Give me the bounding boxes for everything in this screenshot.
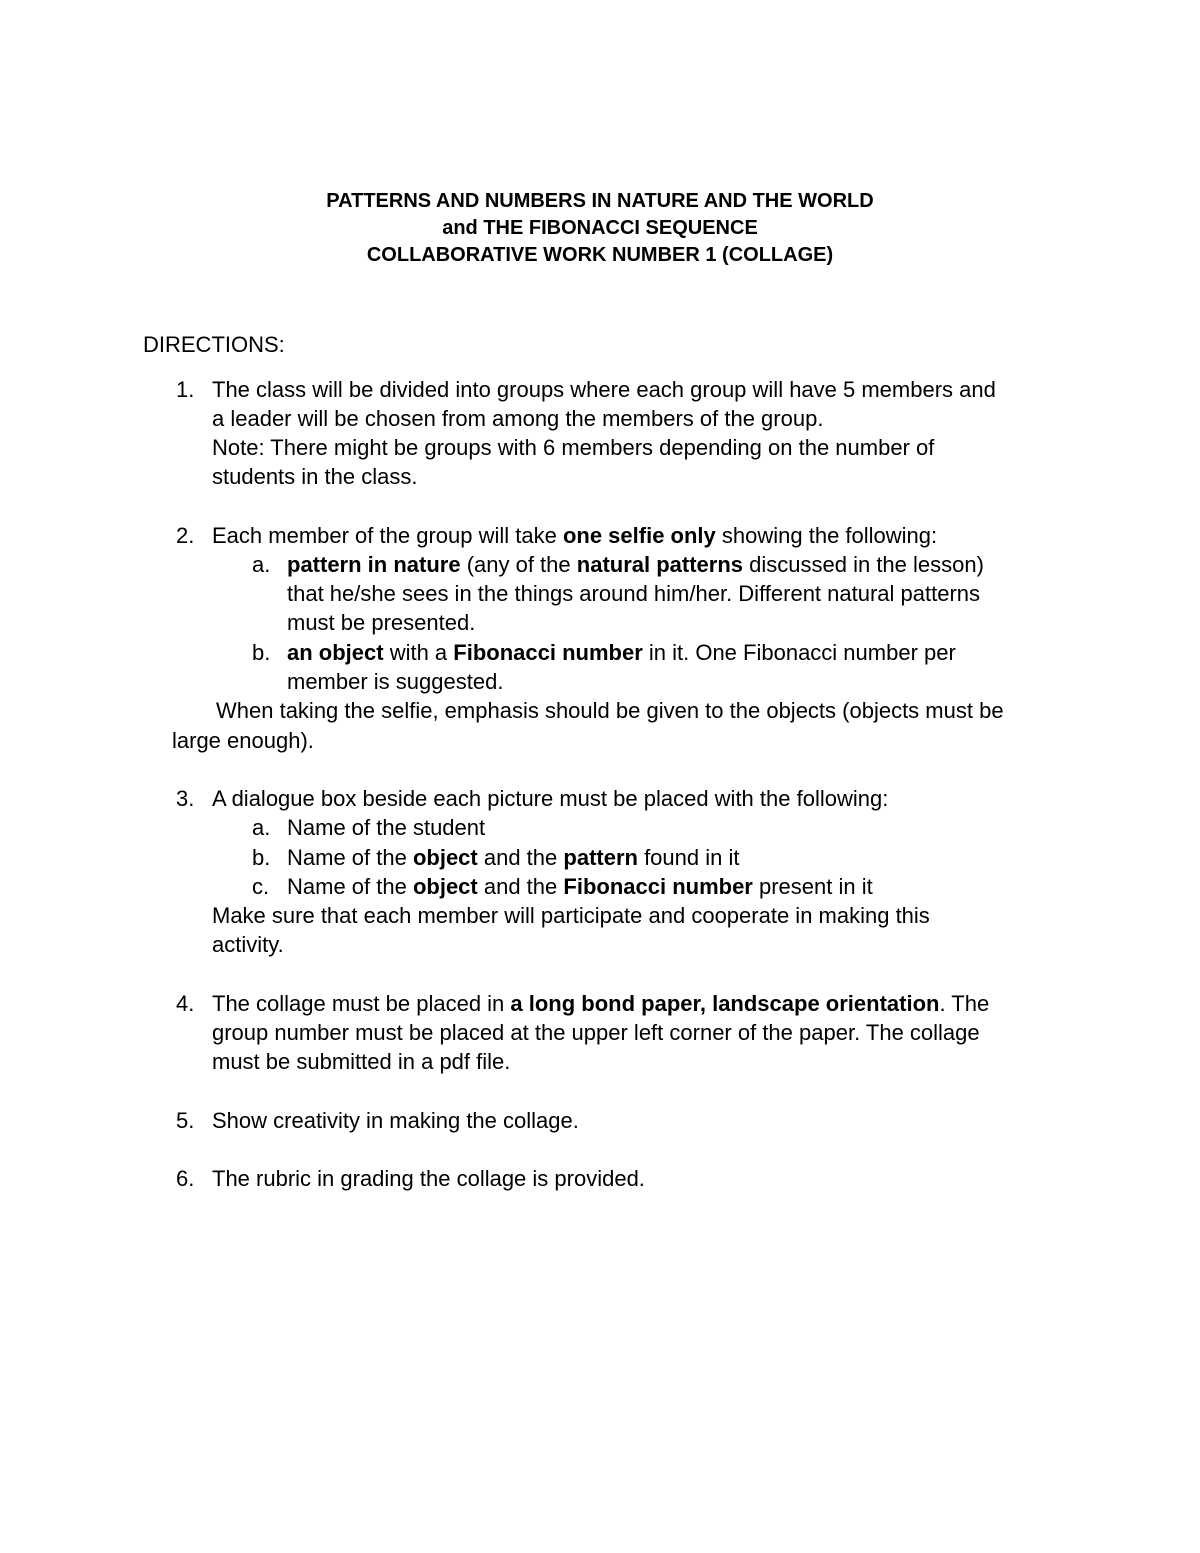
item-1-line-1: The class will be divided into groups where each group will have 5 members and [212, 377, 996, 402]
item-3b-text: Name of the [287, 845, 413, 870]
item-3b-emphasis: object [412, 845, 478, 870]
item-1-line-3: Note: There might be groups with 6 members depending on the number of [212, 435, 935, 460]
item-3b-line-1 [287, 845, 739, 871]
item-3c-text: and the [477, 874, 564, 899]
item-6-number: 6. [176, 1166, 195, 1191]
item-2b-marker: b. [252, 640, 271, 665]
item-3-note-line-1: Make sure that each member will participate and cooperate in making this [212, 903, 930, 928]
item-3c-line-1 [287, 874, 873, 900]
item-2-text: Each member of the group will take [212, 523, 563, 548]
item-2b-text: with a [383, 640, 454, 665]
item-3a-marker: a. [252, 815, 271, 840]
document-title [0, 188, 1200, 269]
item-1-line-4: students in the class. [212, 464, 418, 489]
item-3c-emphasis: object [412, 874, 478, 899]
item-2a-text: discussed in the lesson) [743, 552, 984, 577]
item-2a-line-3: must be presented. [287, 610, 476, 635]
item-2b-emphasis: an object [287, 640, 384, 665]
item-5-line-1: Show creativity in making the collage. [212, 1108, 579, 1133]
item-3-number: 3. [176, 786, 195, 811]
directions-label: DIRECTIONS: [143, 332, 285, 357]
item-2a-line-1 [287, 552, 984, 578]
item-2-emphasis: one selfie only [562, 523, 716, 548]
item-2a-text: (any of the [460, 552, 577, 577]
item-4-text: . The [939, 991, 990, 1016]
item-3c-marker: c. [252, 874, 270, 899]
item-2a-emphasis: natural patterns [576, 552, 744, 577]
item-2-note-line-2: large enough). [172, 728, 314, 753]
item-4-line-2: group number must be placed at the upper left corner of the paper. The collage [212, 1020, 980, 1045]
item-1-line-2: a leader will be chosen from among the members of the group. [212, 406, 824, 431]
item-3b-text: found in it [637, 845, 740, 870]
item-2-note-line-1: When taking the selfie, emphasis should be given to the objects (objects must be [216, 698, 1004, 723]
item-4-line-3: must be submitted in a pdf file. [212, 1049, 511, 1074]
item-2b-emphasis: Fibonacci number [453, 640, 643, 665]
item-2a-marker: a. [252, 552, 271, 577]
item-2b-line-1 [287, 640, 956, 666]
item-2b-text: in it. One Fibonacci number per [642, 640, 956, 665]
item-2a-emphasis: pattern in nature [287, 552, 461, 577]
title-line-3: COLLABORATIVE WORK NUMBER 1 (COLLAGE) [366, 244, 834, 266]
title-line-2: and THE FIBONACCI SEQUENCE [442, 217, 758, 239]
item-3c-text: present in it [752, 874, 873, 899]
item-3b-text: and the [477, 845, 564, 870]
item-6-line-1: The rubric in grading the collage is provided. [212, 1166, 645, 1191]
item-5-number: 5. [176, 1108, 195, 1133]
item-2-number: 2. [176, 523, 195, 548]
item-3-note-line-2: activity. [212, 932, 284, 957]
item-2b-line-2: member is suggested. [287, 669, 504, 694]
title-line-1: PATTERNS AND NUMBERS IN NATURE AND THE WORLD [326, 190, 874, 212]
item-3b-marker: b. [252, 845, 271, 870]
item-3c-emphasis: Fibonacci number [563, 874, 753, 899]
item-1-number: 1. [176, 377, 195, 402]
item-3-line-1: A dialogue box beside each picture must be placed with the following: [212, 786, 889, 811]
item-4-line-1 [212, 991, 989, 1017]
item-4-emphasis: a long bond paper, landscape orientation [510, 991, 940, 1016]
item-3a-line-1: Name of the student [287, 815, 486, 840]
item-2a-line-2: that he/she sees in the things around him/her. Different natural patterns [287, 581, 981, 606]
item-4-text: The collage must be placed in [212, 991, 511, 1016]
item-2-text: showing the following: [715, 523, 938, 548]
item-3b-emphasis: pattern [563, 845, 638, 870]
item-3c-text: Name of the [287, 874, 413, 899]
item-4-number: 4. [176, 991, 195, 1016]
item-2-line-1 [212, 523, 937, 549]
